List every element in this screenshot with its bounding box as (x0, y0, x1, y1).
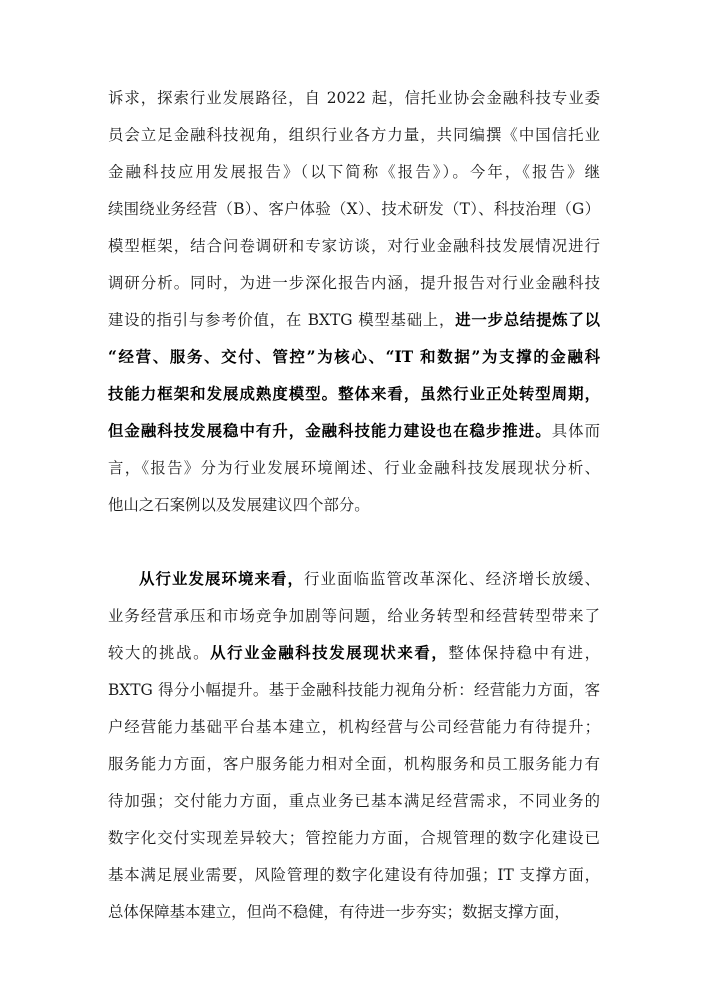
text-run: 诉求，探索行业发展路径，自 2022 起，信托业协会金融科技专业委 (108, 89, 600, 107)
bold-text-run: “经营、服务、交付、管控”为核心、“IT 和数据”为支撑的金融科 (108, 348, 600, 366)
text-run: 总体保障基本建立，但尚不稳健，有待进一步夯实；数据支撑方面， (108, 903, 570, 921)
text-line (108, 228, 600, 265)
text-line (108, 783, 600, 820)
text-line (108, 339, 600, 376)
text-run: 他山之石案例以及发展建议四个部分。 (108, 496, 370, 514)
text-line (108, 191, 600, 228)
text-line (108, 709, 600, 746)
text-line (108, 820, 600, 857)
text-line (108, 894, 600, 931)
text-line (108, 376, 600, 413)
text-line (108, 413, 600, 450)
text-line (108, 117, 600, 154)
text-run: 续围绕业务经营（B）、客户体验（X）、技术研发（T）、科技治理（G） (108, 200, 600, 218)
text-run: 数字化交付实现差异较大；管控能力方面，合规管理的数字化建设已 (108, 829, 600, 847)
text-line (108, 450, 600, 487)
text-run: 较大的挑战。 (108, 644, 211, 662)
text-line (108, 302, 600, 339)
bold-text-run: 但金融科技发展稳中有升，金融科技能力建设也在稳步推进。 (108, 422, 552, 440)
bold-text-run: 进一步总结提炼了以 (455, 311, 600, 329)
text-run: 业务经营承压和市场竞争加剧等问题，给业务转型和经营转型带来了 (108, 607, 600, 625)
text-line (108, 857, 600, 894)
text-line (108, 635, 600, 672)
bold-text-run: 技能力框架和发展成熟度模型。整体来看，虽然行业正处转型周期， (108, 385, 600, 403)
text-run: 员会立足金融科技视角，组织行业各方力量，共同编撰《中国信托业 (108, 126, 600, 144)
text-line (108, 672, 600, 709)
text-run: 调研分析。同时，为进一步深化报告内涵，提升报告对行业金融科技 (108, 274, 600, 292)
text-run: 言，《报告》分为行业发展环境阐述、行业金融科技发展现状分析、 (108, 459, 600, 477)
bold-text-run: 从行业发展环境来看， (139, 570, 305, 588)
text-run: 整体保持稳中有进， (448, 644, 600, 662)
text-run: BXTG 得分小幅提升。基于金融科技能力视角分析：经营能力方面，客 (108, 681, 600, 699)
paragraph (108, 561, 600, 931)
text-run: 基本满足展业需要，风险管理的数字化建设有待加强；IT 支撑方面， (108, 866, 600, 884)
text-run: 服务能力方面，客户服务能力相对全面，机构服务和员工服务能力有 (108, 755, 600, 773)
text-run: 具体而 (551, 422, 600, 440)
text-line (108, 598, 600, 635)
text-line (108, 265, 600, 302)
text-run: 金融科技应用发展报告》（以下简称《报告》）。今年，《报告》继 (108, 163, 600, 181)
text-run: 待加强；交付能力方面，重点业务已基本满足经营需求，不同业务的 (108, 792, 600, 810)
text-line (108, 487, 600, 524)
text-line (108, 561, 600, 598)
text-run: 行业面临监管改革深化、经济增长放缓、 (304, 570, 600, 588)
text-run: 模型框架，结合问卷调研和专家访谈，对行业金融科技发展情况进行 (108, 237, 600, 255)
text-run: 户经营能力基础平台基本建立，机构经营与公司经营能力有待提升； (108, 718, 600, 736)
text-line (108, 746, 600, 783)
text-line (108, 154, 600, 191)
text-line (108, 80, 600, 117)
paragraph (108, 80, 600, 524)
text-run: 建设的指引与参考价值，在 BXTG 模型基础上， (108, 311, 456, 329)
bold-text-run: 从行业金融科技发展现状来看， (210, 644, 449, 662)
body-text (108, 80, 600, 931)
